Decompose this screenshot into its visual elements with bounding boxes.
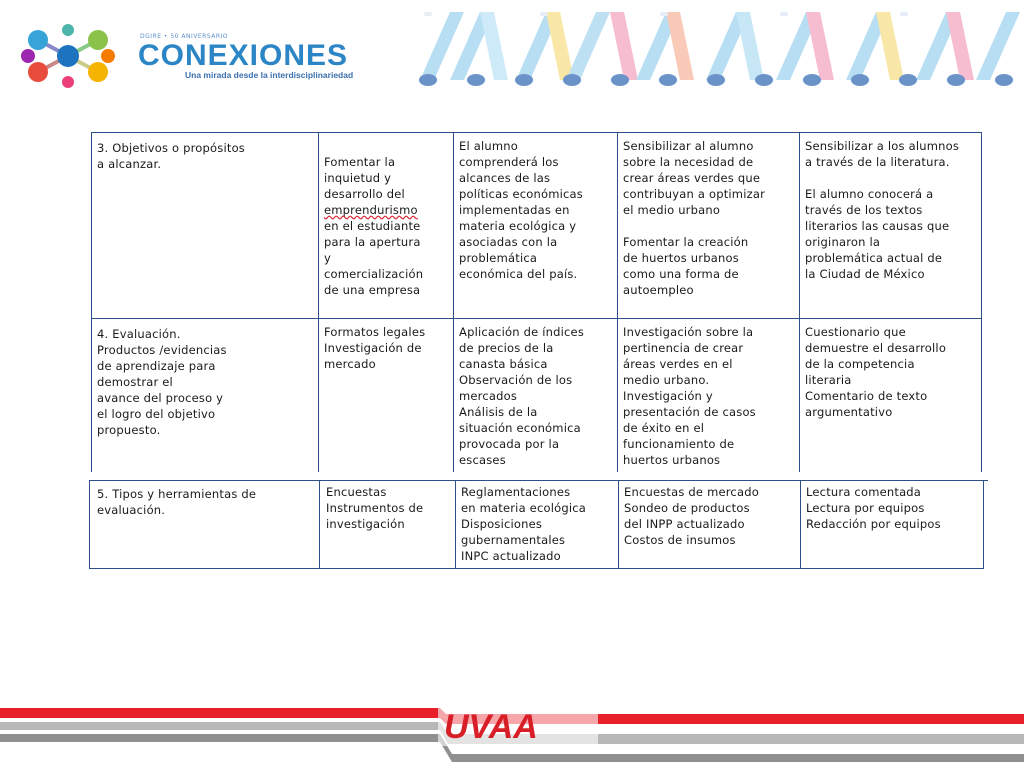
table-cell: Formatos legales Investigación de mercado (324, 325, 426, 371)
objectives-table (89, 132, 983, 569)
misspelled-word: emprendurismo (324, 203, 418, 217)
table-cell: Sensibilizar al alumno sobre la necesidad de crear áreas verdes que contribuyan a optimizar el medio urbano Fomentar la creación de huertos urbanos como una forma de autoempleo (623, 139, 766, 297)
table-cell: El alumno comprenderá los alcances de las políticas económicas implementadas en materia ecológica y asociadas con la problemática económica del país. (459, 139, 583, 281)
table-border-right (981, 132, 982, 472)
table-border-top (91, 132, 981, 133)
conexiones-molecule-logo-icon (20, 24, 116, 88)
table-cell: Reglamentaciones en materia ecológica Disposiciones gubernamentales INPC actualizado (461, 485, 587, 563)
logo-tagline: DGIRE • 50 ANIVERSARIO (140, 33, 229, 40)
table-cell: Investigación sobre la pertinencia de crear áreas verdes en el medio urbano. Investigación y presentación de casos de éxito en el funcionamiento de huertos urbanos (623, 325, 756, 467)
row-label-objectives: 3. Objetivos o propósitos a alcanzar. (97, 141, 246, 171)
table-cell: Cuestionario que demuestre el desarrollo de la competencia literaria Comentario de texto argumentativo (805, 325, 947, 419)
table-border-bottom (89, 568, 983, 569)
row-label-evaluation-tools: 5. Tipos y herramientas de evaluación. (97, 487, 257, 517)
table-cell: Lectura comentada Lectura por equipos Redacción por equipos (806, 485, 941, 531)
uvaa-logo-text: UVAA (444, 708, 538, 746)
cell-line: en el estudiante para la apertura y comercialización de una empresa (324, 219, 424, 297)
row-label-evaluation: 4. Evaluación. Productos /evidencias de aprendizaje para demostrar el avance del proceso y el logro del objetivo propuesto. (97, 327, 227, 437)
footer-bands-decoration (0, 700, 1024, 768)
table-cell (318, 134, 453, 318)
conexiones-logo (20, 24, 380, 90)
table-border-right (983, 480, 984, 569)
logo-title: CONEXIONES (138, 39, 349, 72)
uvaa-logo-icon (438, 706, 598, 746)
table-cell: Sensibilizar a los alumnos a través de la literatura. El alumno conocerá a través de los textos literarios las causas que originaron la problemática actual de la Ciudad de México (805, 139, 960, 281)
table-border-left (89, 480, 90, 569)
logo-subtitle: Una mirada desde la interdisciplinariedad (185, 70, 354, 80)
table-border-row-divider (91, 318, 981, 319)
table-cell: Encuestas de mercado Sondeo de productos del INPP actualizado Costos de insumos (624, 485, 759, 547)
table-cell: Aplicación de índices de precios de la canasta básica Observación de los mercados Análisis de la situación económica provocada por la escases (459, 325, 585, 467)
table-cell: Encuestas Instrumentos de investigación (326, 485, 424, 531)
cell-line: Fomentar la inquietud y desarrollo del (324, 155, 405, 201)
pastel-stripes-decoration (410, 0, 1024, 92)
